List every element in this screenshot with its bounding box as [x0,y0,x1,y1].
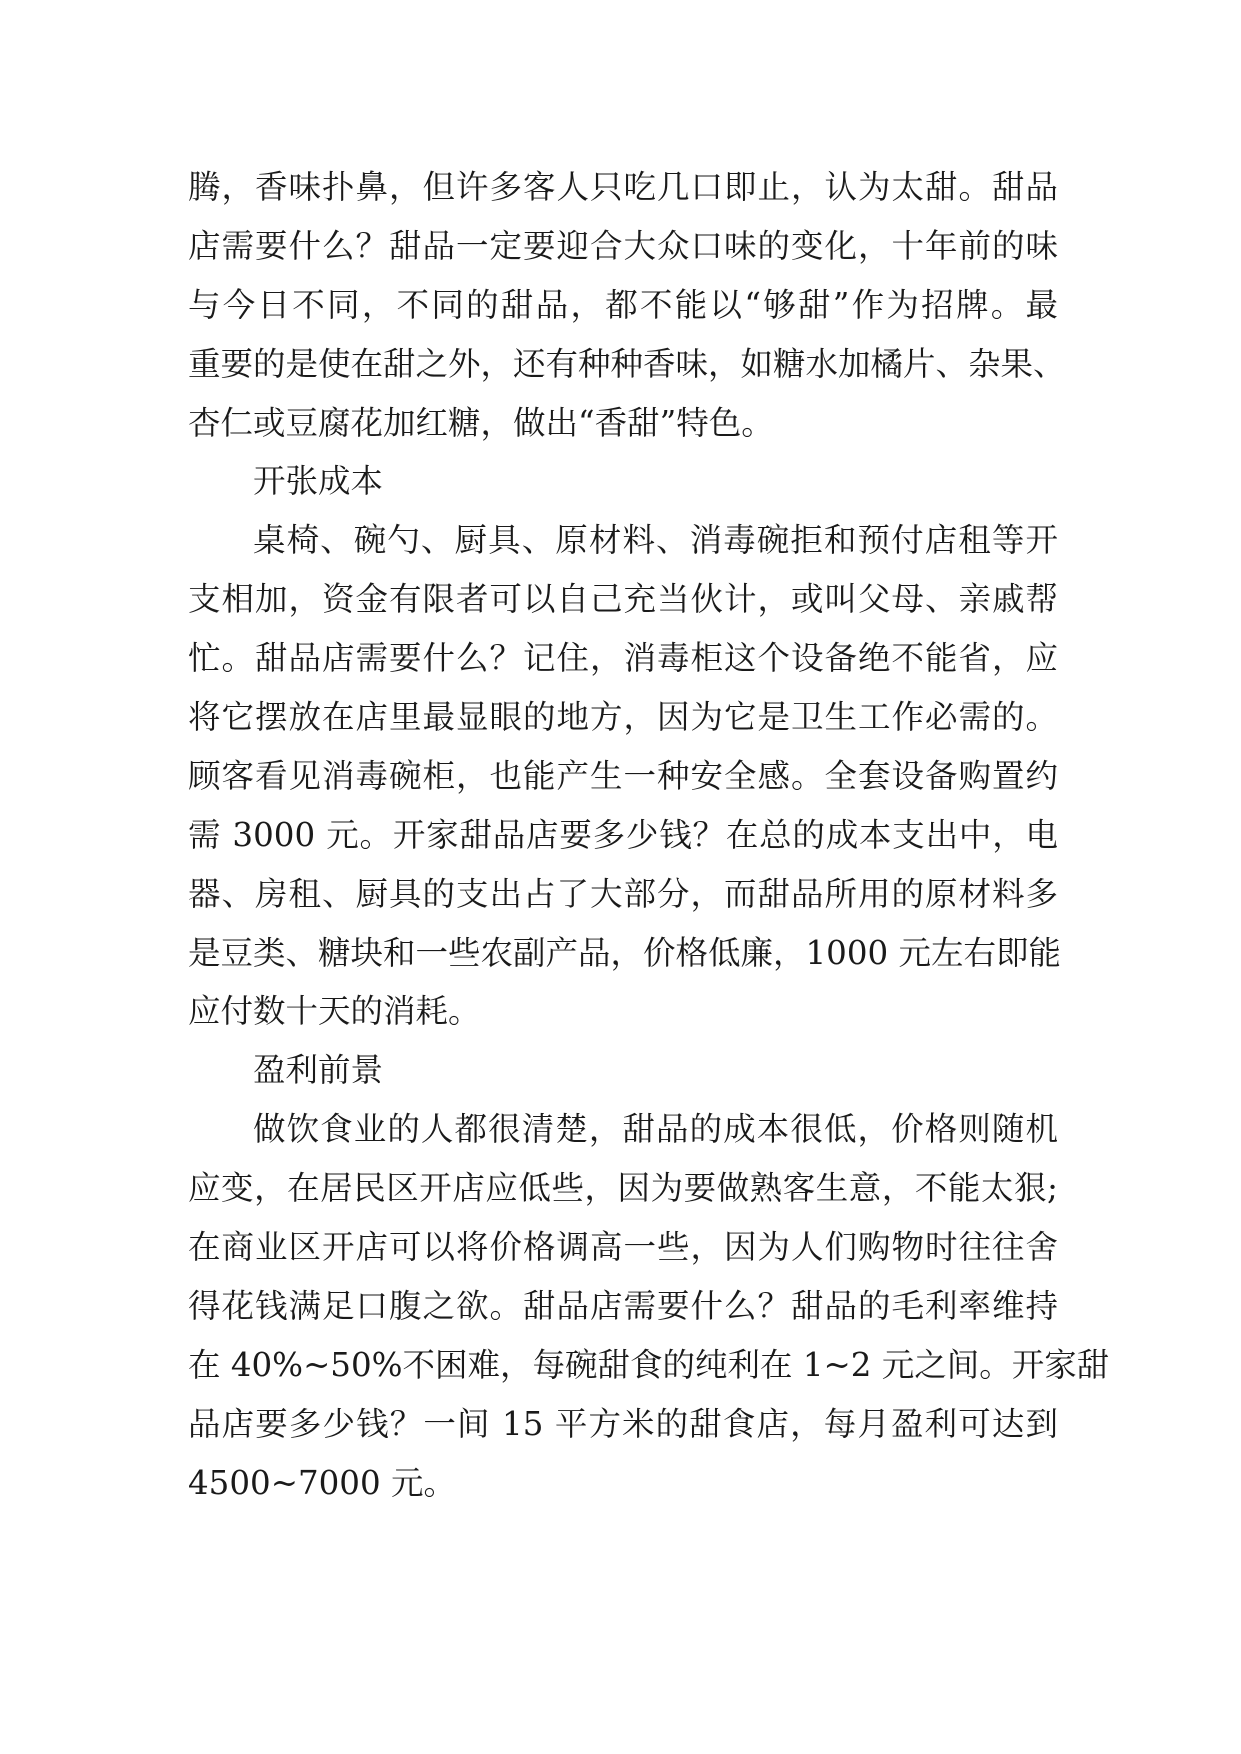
paragraph-line: 店需要什么？甜品一定要迎合大众口味的变化，十年前的味 [188,226,1058,265]
paragraph-line: 顾客看见消毒碗柜，也能产生一种安全感。全套设备购置约 [188,756,1058,795]
section-heading-profit-outlook: 盈利前景 [253,1051,384,1090]
paragraph-line: 杏仁或豆腐花加红糖，做出“香甜”特色。 [188,403,774,442]
paragraph-line: 桌椅、碗勺、厨具、原材料、消毒碗拒和预付店租等开 [253,521,1058,560]
paragraph-line: 在商业区开店可以将价格调高一些，因为人们购物时往往舍 [188,1228,1058,1267]
section-heading-opening-cost: 开张成本 [253,462,384,501]
paragraph-line: 在 40%~50%不困难，每碗甜食的纯利在 1~2 元之间。开家甜 [188,1345,1110,1384]
paragraph-line: 需 3000 元。开家甜品店要多少钱？在总的成本支出中，电 [188,815,1058,854]
paragraph-line: 将它摆放在店里最显眼的地方，因为它是卫生工作必需的。 [188,698,1058,737]
paragraph-line: 得花钱满足口腹之欲。甜品店需要什么？甜品的毛利率维持 [188,1286,1058,1325]
document-body [188,158,1110,1512]
paragraph-line: 4500~7000 元。 [188,1463,456,1502]
paragraph-line: 腾，香味扑鼻，但许多客人只吃几口即止，认为太甜。甜品 [188,168,1058,206]
paragraph-line: 品店要多少钱？一间 15 平方米的甜食店，每月盈利可达到 [188,1404,1058,1443]
paragraph-line: 应付数十天的消耗。 [188,992,481,1031]
paragraph-line: 忙。甜品店需要什么？记住，消毒柜这个设备绝不能省，应 [188,639,1058,678]
paragraph-line: 重要的是使在甜之外，还有种种香味，如糖水加橘片、杂果、 [188,344,1066,383]
paragraph-line: 做饮食业的人都很清楚，甜品的成本很低，价格则随机 [253,1110,1058,1149]
paragraph-line: 是豆类、糖块和一些农副产品，价格低廉，1000 元左右即能 [188,933,1062,972]
paragraph-line: 应变，在居民区开店应低些，因为要做熟客生意，不能太狠; [188,1169,1058,1208]
paragraph-line: 支相加，资金有限者可以自己充当伙计，或叫父母、亲戚帮 [188,580,1058,619]
paragraph-line: 与今日不同，不同的甜品，都不能以“够甜”作为招牌。最 [188,285,1058,324]
paragraph-line: 器、房租、厨具的支出占了大部分，而甜品所用的原材料多 [188,874,1058,913]
